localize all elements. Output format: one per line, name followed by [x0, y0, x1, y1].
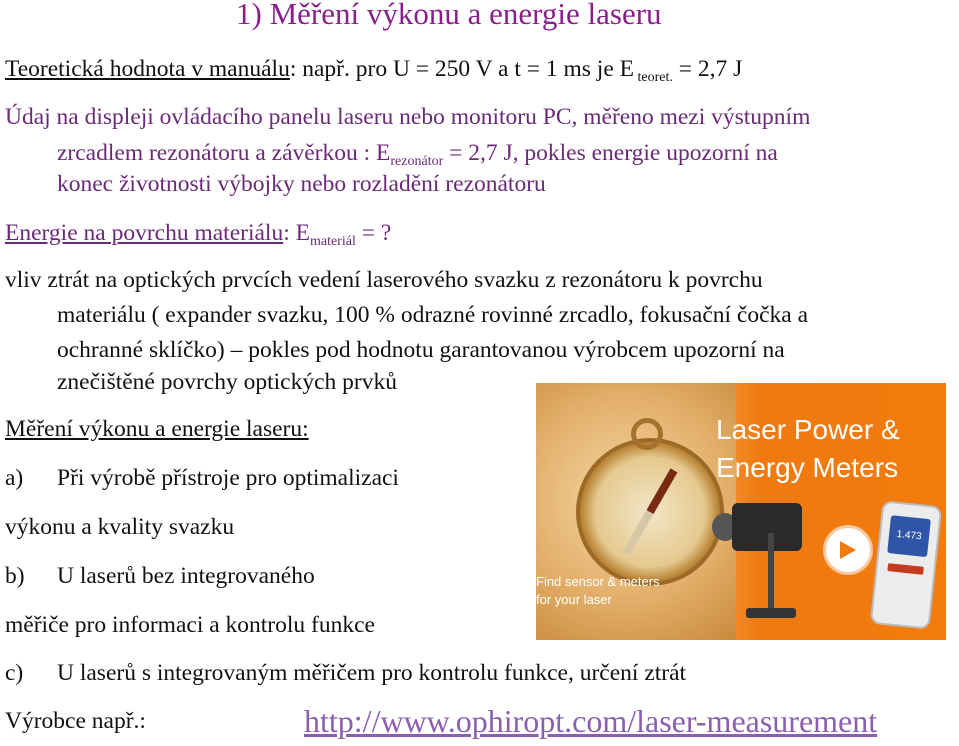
display-line-2-sub: rezonátor: [390, 154, 444, 169]
display-line-2b: = 2,7 J, pokles energie upozorní na: [443, 140, 778, 166]
laser-sensor-icon: [732, 503, 802, 551]
display-line-1: Údaj na displeji ovládacího panelu laseru nebo monitoru PC, měřeno mezi výstupním: [5, 104, 811, 130]
theory-line: [5, 55, 742, 83]
losses-line-1: vliv ztrát na optických prvcích vedení laserového svazku z rezonátoru k povrchu: [5, 267, 763, 293]
item-c-text: U laserů s integrovaným měřičem pro kontrolu funkce, určení ztrát: [57, 660, 687, 686]
theory-text-b: = 2,7 J: [672, 56, 743, 82]
item-a-label: a): [5, 465, 24, 491]
losses-line-4: znečištěné povrchy optických prvků: [57, 369, 397, 395]
surface-text-b: = ?: [355, 220, 392, 246]
item-c-label: c): [5, 660, 24, 686]
promo-sub-2: for your laser: [536, 592, 612, 607]
manufacturer-label: Výrobce např.:: [5, 708, 146, 734]
item-b-cont: měřiče pro informaci a kontrolu funkce: [5, 612, 375, 638]
theory-label: Teoretická hodnota v manuálu: [5, 56, 290, 82]
promo-heading-2: Energy Meters: [716, 452, 899, 483]
compass-icon: [576, 438, 724, 586]
losses-line-3: ochranné sklíčko) – pokles pod hodnotu garantovanou výrobcem upozorní na: [57, 337, 785, 363]
sensor-base: [746, 608, 796, 618]
theory-sub: teoret.: [634, 70, 673, 85]
surface-text-a: : E: [283, 220, 310, 246]
display-line-3: konec životnosti výbojky nebo rozladění rezonátoru: [57, 171, 546, 197]
item-a-text: Při výrobě přístroje pro optimalizaci: [57, 465, 399, 491]
page-title: 1) Měření výkonu a energie laseru: [236, 0, 662, 31]
display-line-2: [57, 139, 778, 167]
manufacturer-link[interactable]: http://www.ophiropt.com/laser-measurement: [304, 703, 878, 739]
display-line-2a: zrcadlem rezonátoru a závěrkou : E: [57, 140, 391, 166]
surface-label: Energie na povrchu materiálu: [5, 220, 284, 246]
meter-logo: [887, 563, 924, 575]
arrow-right-icon[interactable]: [826, 528, 870, 572]
sensor-stand: [768, 533, 774, 611]
surface-line: [5, 219, 391, 247]
losses-line-2: materiálu ( expander svazku, 100 % odrazné rovinné zrcadlo, fokusační čočka a: [57, 302, 809, 328]
measurement-heading: Měření výkonu a energie laseru:: [5, 416, 309, 442]
compass-needle: [623, 468, 678, 555]
promo-subtitle: [536, 573, 660, 609]
promo-heading: [716, 411, 900, 487]
promo-heading-1: Laser Power &: [716, 414, 900, 445]
promo-sub-1: Find sensor & meters: [536, 574, 660, 589]
item-b-label: b): [5, 563, 25, 589]
item-a-cont: výkonu a kvality svazku: [5, 514, 235, 540]
theory-text-a: : např. pro U = 250 V a t = 1 ms je E: [289, 56, 634, 82]
promo-image[interactable]: [536, 383, 946, 640]
compass-ring: [631, 418, 663, 450]
surface-sub: materiál: [309, 234, 356, 249]
item-b-text: U laserů bez integrovaného: [57, 563, 315, 589]
power-meter-icon: [870, 500, 943, 630]
meter-screen: 1.473: [887, 515, 931, 557]
